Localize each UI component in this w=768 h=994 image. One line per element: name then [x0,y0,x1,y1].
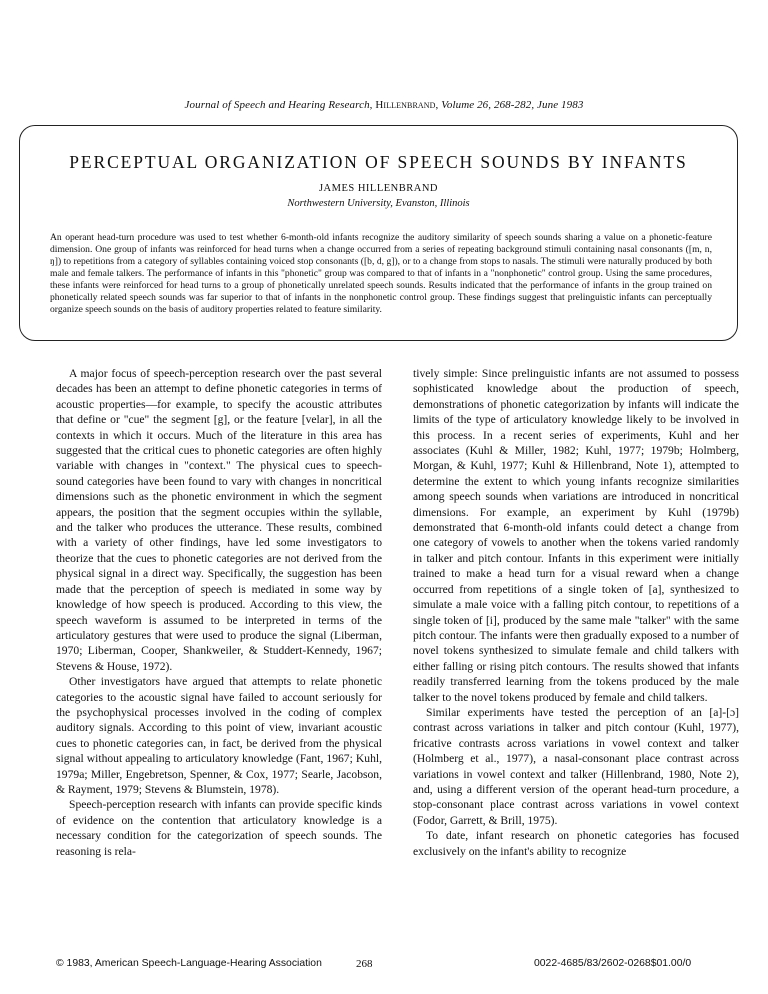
abstract-text: An operant head-turn procedure was used to test whether 6-month-old infants recognize the auditory similarity of speech sounds sharing a value on a phonetic-feature dimension. One group of infants was reinforced for head turns when a change occurred from a series of repeating background stimuli containing nasal consonants ([m, n, ŋ]) to repetitions from a category of syllables containing voiced stop consonants ([b, d, g]), or to a change from stops to nasals. The stimuli were naturally produced by both male and female talkers. The performance of infants in this "phonetic" group was compared to that of infants in a "nonphonetic" control group. Using the same procedures, these infants were reinforced for head turns to a group of phonetically unrelated speech sounds. Results indicated that the performance of infants in the group trained on phonetically related speech sounds was far superior to that of infants in the nonphonetic control group. These findings suggest that prelinguistic infants can perceptually organize speech sounds on the basis of auditory properties related to feature similarity. [50,232,712,316]
running-author: Hillenbrand, [375,99,439,111]
body-column-right [413,366,739,859]
article-title: PERCEPTUAL ORGANIZATION OF SPEECH SOUNDS BY INFANTS [69,152,688,172]
author-affiliation: Northwestern University, Evanston, Illinois [287,198,470,209]
copyright-notice: © 1983, American Speech-Language-Hearing Association [56,958,322,969]
paragraph: Similar experiments have tested the perception of an [a]-[ɔ] contrast across variations in talker and pitch contour (Kuhl, 1977), fricative contrasts across variations in vowel context and talker (Holmberg et al., 1977), a nasal-consonant place contrast across variations in vowel context and talker (Hillenbrand, 1980, Note 2), and, using a different version of the operant head-turn procedure, a stop-consonant place contrast across variations in vowel context (Fodor, Garrett, & Brill, 1975). [413,705,739,827]
journal-name: Journal of Speech and Hearing Research, [184,99,373,111]
paragraph: Other investigators have argued that attempts to relate phonetic categories to the acoustic signal have failed to account seriously for the psychophysical processes involved in the coding of complex auditory signals. According to this point of view, invariant acoustic cues to phonetic categories can, in fact, be derived from the physical signal without appealing to articulatory knowledge (Fant, 1967; Kuhl, 1979a; Miller, Engebretson, Spenner, & Cox, 1977; Searle, Jacobson, & Rayment, 1979; Stevens & Blumstein, 1978). [56,675,382,796]
author-name: JAMES HILLENBRAND [318,183,439,194]
paragraph: To date, infant research on phonetic categories has focused exclusively on the infant's ability to recognize [413,829,739,858]
paragraph: A major focus of speech-perception research over the past several decades has been an attempt to define phonetic categories in terms of acoustic properties—for example, to specify the acoustic attributes that define or "cue" the segment [g], or the feature [velar], in all the contexts in which it occurs. Much of the literature in this area has suggested that the critical cues to phonetic categories are often highly variable with changes in "context." The physical cues to speech-sound categories have been found to vary with changes in noncritical dimensions such as the phonetic environment in which the segment appears, the position that the segment occupies within the syllable, and the talker who produces the utterance. These results, combined with a variety of other findings, have led some investigators to theorize that the cues to phonetic categories are not derived from the physical signal in a direct way. Specifically, the suggestion has been made that the perception of speech is mediated in some way by knowledge of how speech is produced. According to this view, the speech waveform is assumed to be interpreted in terms of the articulatory gestures that were used to produce the signal (Liberman, 1970; Liberman, Cooper, Shankweiler, & Studdert-Kennedy, 1967; Stevens & House, 1972). [56,367,382,673]
paragraph: tively simple: Since prelinguistic infants are not assumed to possess sophisticated knowledge about the production of speech, demonstrations of phonetic categorization by infants will indicate the limits of the type of articulatory knowledge likely to be involved in this process. In a recent series of experiments, Kuhl and her associates (Kuhl & Miller, 1982; Kuhl, 1977; 1979b; Holmberg, Morgan, & Kuhl, 1977; Kuhl & Hillenbrand, Note 1), attempted to determine the extent to which young infants recognize similarities among speech sounds when variations are introduced in noncritical dimensions. For example, an experiment by Kuhl (1979b) demonstrated that 6-month-old infants could detect a change from one category of vowels to another when the tokens varied randomly in talker and pitch contour. Infants in this experiment were initially trained to make a head turn for a visual reward when a change occurred from repetitions of a single token of [a], synthesized to simulate a male voice with a falling pitch contour, to repetitions of a single token of [i], produced by the same male "talker" with the same pitch contour. The infants were then gradually exposed to a number of novel tokens synthesized to simulate female and child talkers with either falling or rising pitch contours. The results showed that infants readily transferred learning from the tokens produced by the male talker to the novel tokens produced by female and child talkers. [413,367,739,704]
article-code: 0022-4685/83/2602-0268$01.00/0 [534,958,692,969]
paragraph: Speech-perception research with infants can provide specific kinds of evidence on the contention that articulatory knowledge is a necessary condition for the categorization of speech sounds. The reasoning is rela- [56,798,382,858]
page-number: 268 [356,958,373,970]
journal-details: Volume 26, 268-282, June 1983 [441,99,584,111]
abstract-box [19,125,738,341]
body-column-left [56,366,382,859]
journal-header [0,99,768,111]
